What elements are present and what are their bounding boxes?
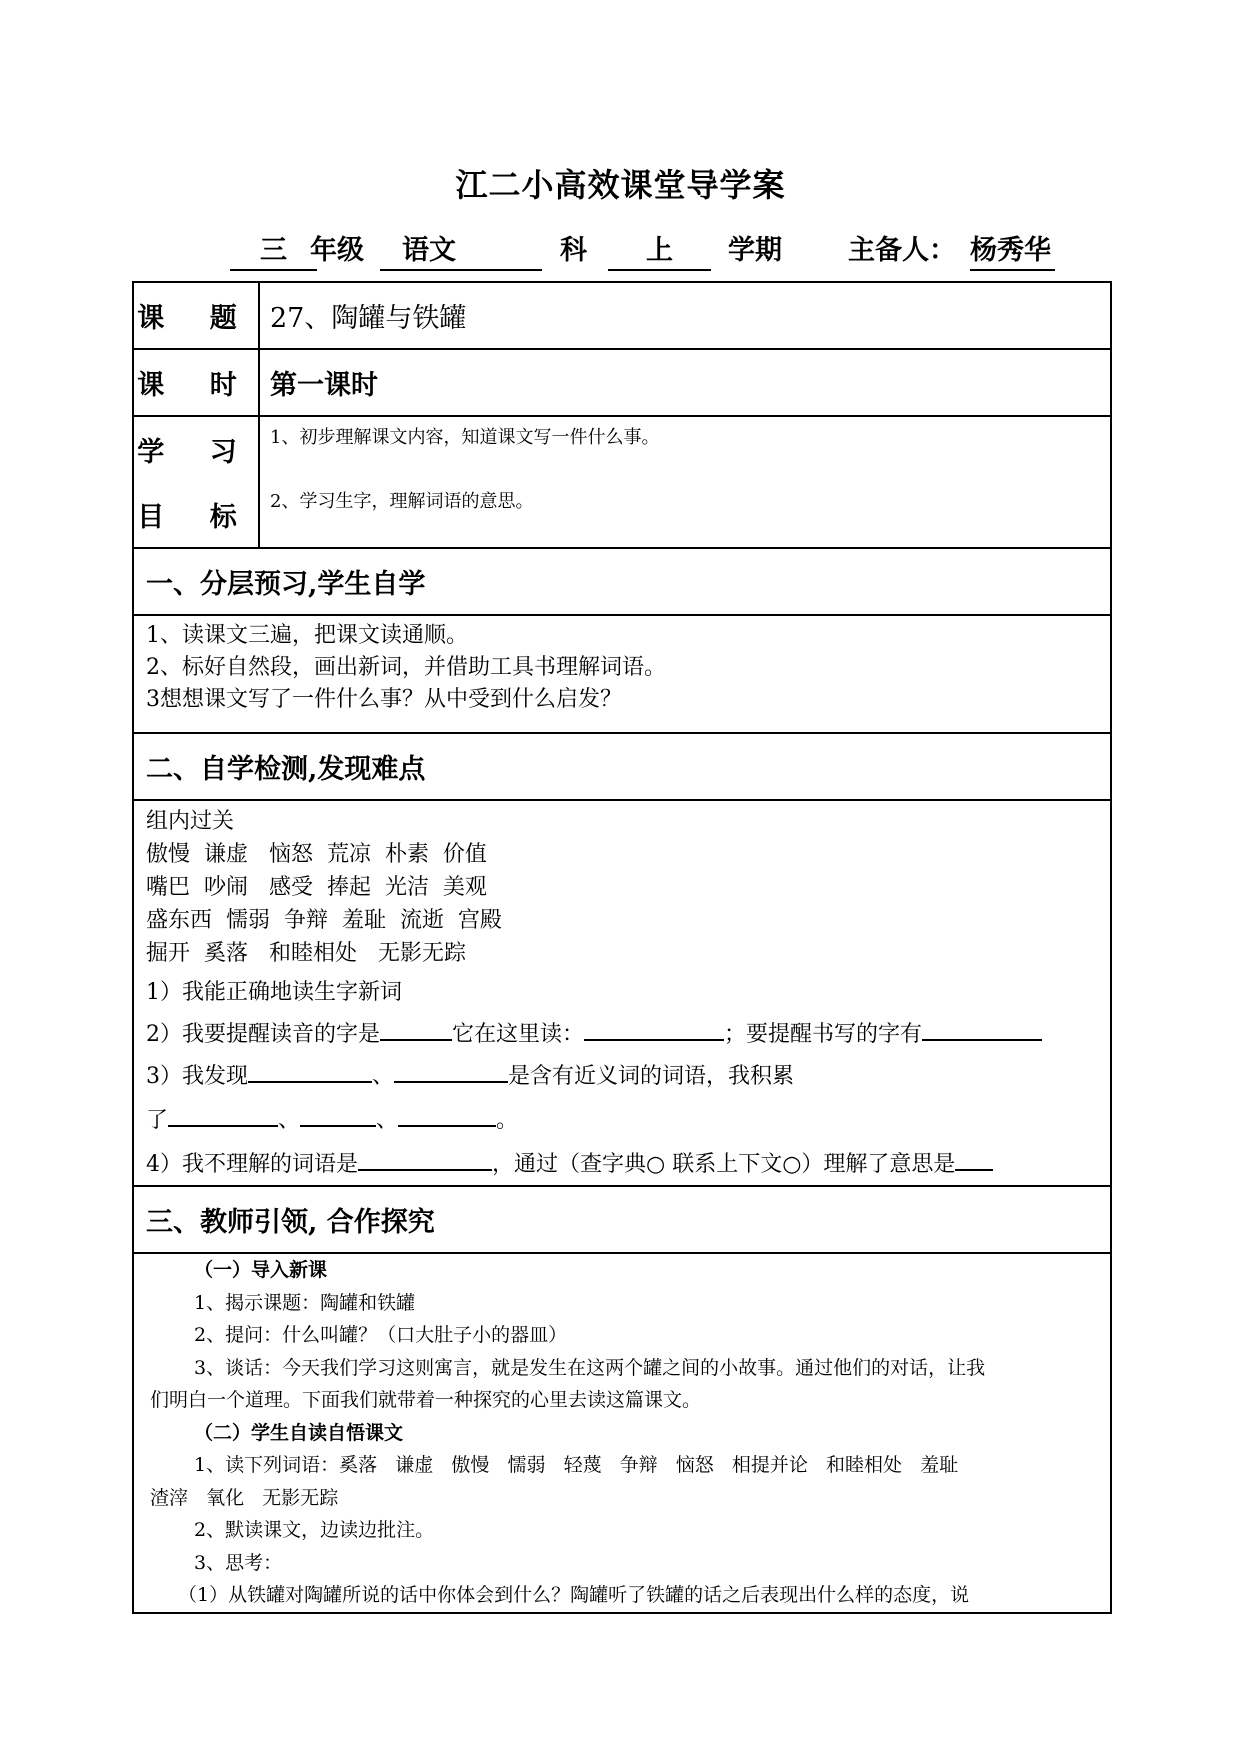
goal-item: 1、初步理解课文内容，知道课文写一件什么事。: [270, 427, 660, 448]
s3-line: 1、读下列词语：奚落 谦虚 傲慢 懦弱 轻蔑 争辩 恼怒 相提并论 和睦相处 羞耻: [194, 1454, 959, 1476]
q3-text-e: 、: [278, 1108, 301, 1133]
subject-value: 语文: [380, 228, 542, 271]
section1-body-row: [133, 615, 1111, 733]
s3-line: 1、揭示课题：陶罐和铁罐: [194, 1291, 416, 1314]
section1-title: 一、分层预习,学生自学: [133, 548, 1111, 615]
section1-body: [133, 615, 1111, 733]
s2-line: 盛东西 懦弱 争辩 羞耻 流逝 宫殿: [146, 908, 502, 933]
s1-line: 3想想课文写了一件什么事？从中受到什么启发？: [146, 687, 622, 712]
s2-line: 傲慢 谦虚 恼怒 荒凉 朴素 价值: [146, 842, 487, 867]
q3-blank-3[interactable]: [168, 1103, 278, 1127]
s2-line: 1）我能正确地读生字新词: [146, 980, 402, 1005]
q3-blank-1[interactable]: [248, 1059, 372, 1083]
q2-blank-2[interactable]: [584, 1017, 724, 1041]
s1-line: 1、读课文三遍，把课文读通顺。: [146, 623, 468, 648]
grade-field: [230, 228, 317, 271]
s2-line: 嘴巴 吵闹 感受 捧起 光洁 美观: [146, 875, 487, 900]
goal-item: 2、学习生字，理解词语的意思。: [270, 491, 534, 512]
topic-row: [133, 282, 1111, 349]
question-3-cont: [146, 1103, 1098, 1137]
document-title: 江二小高效课堂导学案: [455, 166, 786, 204]
term-field: [608, 228, 711, 271]
q3-blank-5[interactable]: [398, 1103, 496, 1127]
s3-line: 渣滓 氧化 无影无踪: [150, 1486, 339, 1509]
s1-line: 2、标好自然段，画出新词，并借助工具书理解词语。: [146, 655, 666, 680]
s3-line: 3、谈话：今天我们学习这则寓言，就是发生在这两个罐之间的小故事。通过他们的对话，让我: [194, 1356, 986, 1379]
term-value: 上: [608, 228, 711, 271]
section2-body-row: [133, 800, 1111, 1186]
q4-text-a: 4）我不理解的词语是: [146, 1152, 358, 1177]
section1-title-row: [133, 548, 1111, 615]
question-3: [146, 1059, 1098, 1093]
s2-line: 掘开 奚落 和睦相处 无影无踪: [146, 941, 466, 966]
q4-blank-2[interactable]: [955, 1147, 993, 1171]
s2-line: 组内过关: [146, 809, 235, 834]
question-2: [146, 1017, 1098, 1051]
q3-text-a: 3）我发现: [146, 1064, 248, 1089]
s3-line: 们明白一个道理。下面我们就带着一种探究的心里去读这篇课文。: [150, 1389, 702, 1411]
s3-line: 3、思考：: [194, 1551, 283, 1574]
q2-blank-3[interactable]: [922, 1017, 1042, 1041]
period-value: 第一课时: [259, 349, 1111, 416]
q2-text-c: ；要提醒书写的字有: [724, 1022, 923, 1047]
s3-line: 2、默读课文，边读边批注。: [194, 1519, 435, 1541]
period-label-cell: [133, 349, 259, 416]
grade-suffix: 年级: [310, 235, 364, 266]
section3-body-row: [133, 1253, 1111, 1613]
section2-body: [133, 800, 1111, 1186]
s3-line: 2、提问：什么叫罐？（口大肚子小的器皿）: [194, 1324, 568, 1346]
q2-text-b: 它在这里读：: [452, 1022, 585, 1047]
section2-title-row: [133, 733, 1111, 800]
goals-row: [133, 416, 1111, 548]
s3-line: （1）从铁罐对陶罐所说的话中你体会到什么？陶罐听了铁罐的话之后表现出什么样的态度，说: [178, 1584, 970, 1606]
q3-blank-4[interactable]: [300, 1103, 376, 1127]
topic-label-cell: [133, 282, 259, 349]
goals-label-2: 目 标: [137, 502, 255, 533]
s3-subheading-1: （一）导入新课: [194, 1259, 328, 1281]
section2-title: 二、自学检测,发现难点: [133, 733, 1111, 800]
preparer-field: [970, 228, 1055, 271]
q3-text-b: 、: [372, 1064, 395, 1089]
q3-text-d: 了: [146, 1108, 169, 1133]
topic-label: 课 题: [137, 303, 255, 334]
term-suffix: 学期: [728, 235, 782, 266]
question-4: [146, 1147, 1098, 1181]
q3-text-c: 是含有近义词的词语，我积累: [508, 1064, 795, 1089]
section3-body: [133, 1253, 1111, 1613]
q2-blank-1[interactable]: [380, 1017, 452, 1041]
section3-title: 三、教师引领, 合作探究: [133, 1186, 1111, 1253]
q2-text-a: 2）我要提醒读音的字是: [146, 1022, 380, 1047]
preparer-value: 杨秀华: [970, 228, 1055, 271]
q3-blank-2[interactable]: [394, 1059, 508, 1083]
period-row: [133, 349, 1111, 416]
grade-value: 三: [230, 228, 317, 271]
goals-label-cell: [133, 416, 259, 548]
q4-text-b: ，通过（查字典○ 联系上下文○）理解了意思是: [492, 1152, 956, 1177]
topic-value: 27、陶罐与铁罐: [259, 282, 1111, 349]
period-label: 课 时: [137, 370, 255, 401]
lesson-table: [132, 281, 1112, 1614]
goals-label-1: 学 习: [137, 437, 255, 468]
goals-value: [259, 416, 1111, 548]
q4-blank-1[interactable]: [358, 1147, 492, 1171]
section3-title-row: [133, 1186, 1111, 1253]
q3-text-f: 、: [376, 1108, 399, 1133]
q3-text-g: 。: [496, 1108, 519, 1133]
s3-subheading-2: （二）学生自读自悟课文: [194, 1421, 404, 1444]
subject-suffix: 科: [560, 235, 587, 266]
preparer-label: 主备人：: [848, 235, 956, 266]
subject-field: [380, 228, 542, 271]
